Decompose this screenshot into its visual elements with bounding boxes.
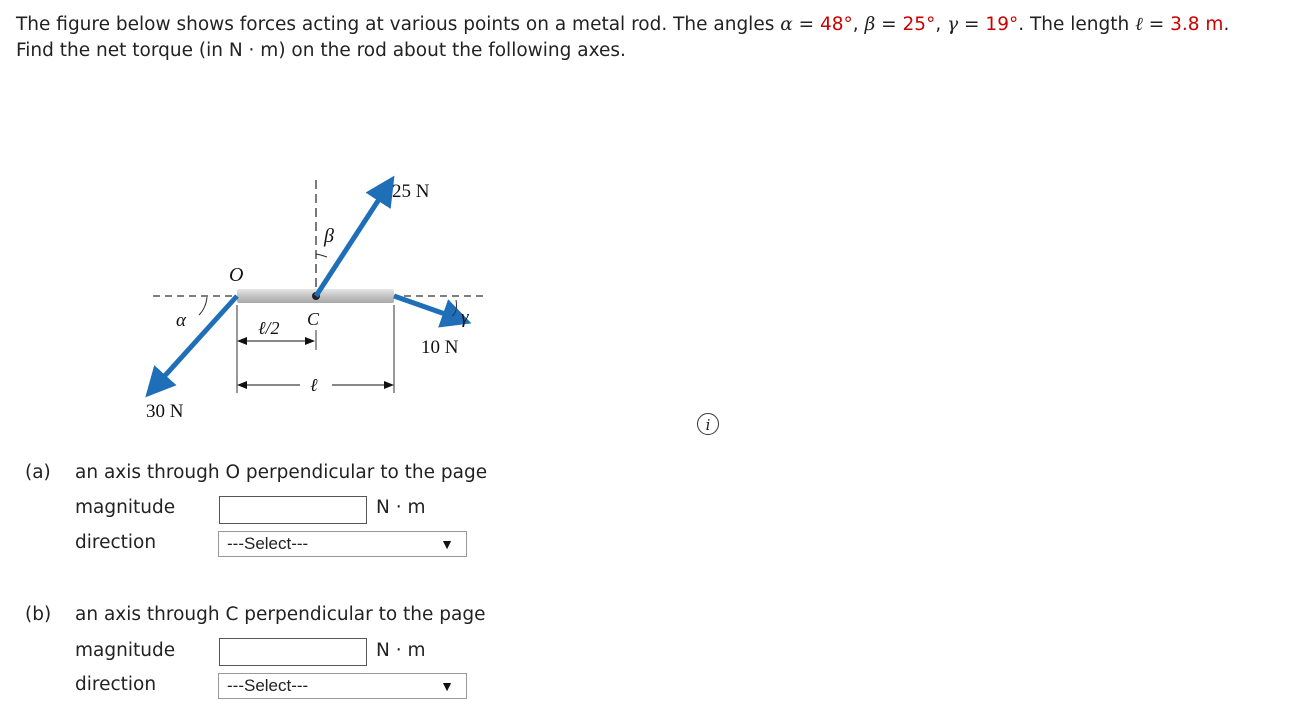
part-a-magnitude-label: magnitude — [75, 497, 176, 518]
info-icon[interactable]: i — [697, 413, 719, 435]
label-length: ℓ — [310, 375, 318, 395]
part-b-direction-label: direction — [75, 674, 157, 695]
equals: = — [958, 14, 986, 35]
force-30n-arrow — [152, 296, 237, 390]
chevron-down-icon: ▼ — [440, 678, 454, 694]
equals: = — [1142, 14, 1171, 35]
part-b-prompt: an axis through C perpendicular to the page — [75, 604, 486, 625]
problem-question: Find the net torque (in N · m) on the rod about the following axes. — [16, 40, 626, 61]
part-a-unit: N · m — [376, 497, 426, 518]
alpha-value: 48° — [820, 14, 853, 35]
beta-value: 25° — [902, 14, 936, 35]
equals: = — [792, 14, 820, 35]
beta-arc — [316, 254, 327, 257]
gamma-value: 19° — [985, 14, 1019, 35]
part-a-direction-value: ---Select--- — [227, 534, 309, 553]
part-a-direction-select[interactable] — [218, 531, 467, 557]
part-a-magnitude-input[interactable] — [219, 496, 367, 524]
alpha-arc — [199, 297, 207, 315]
label-c: C — [307, 309, 320, 329]
label-alpha: α — [176, 310, 186, 331]
ell-symbol: ℓ — [1135, 14, 1143, 35]
part-a-direction-label: direction — [75, 532, 157, 553]
ell-value: 3.8 m — [1170, 14, 1224, 35]
gamma-arc — [452, 300, 457, 316]
beta-symbol: β — [864, 14, 876, 35]
part-a-prompt: an axis through O perpendicular to the page — [75, 462, 488, 483]
label-half-length: ℓ/2 — [258, 318, 280, 338]
part-b-letter: (b) — [25, 604, 52, 625]
equals: = — [875, 14, 903, 35]
label-o: O — [229, 264, 244, 286]
problem-text: The figure below shows forces acting at various points on a metal rod. The angles — [16, 14, 781, 35]
part-b-direction-select[interactable] — [218, 673, 467, 699]
part-b-unit: N · m — [376, 640, 426, 661]
part-b-magnitude-input[interactable] — [219, 638, 367, 666]
part-a-letter: (a) — [25, 462, 51, 483]
label-beta: β — [324, 225, 334, 247]
problem-statement: The figure below shows forces acting at various points on a metal rod. The angles α = 48°, β = 25°, γ = 19°. The length ℓ = 3.8 m. Find the net torque (in N · m) on the rod about the following axes. — [16, 14, 1230, 61]
part-b-magnitude-label: magnitude — [75, 640, 176, 661]
part-b-direction-value: ---Select--- — [227, 676, 309, 695]
alpha-symbol: α — [780, 14, 793, 35]
label-10n: 10 N — [421, 337, 459, 358]
length-text: . The length — [1018, 14, 1136, 35]
label-gamma: γ — [461, 307, 469, 328]
label-25n: 25 N — [392, 181, 430, 202]
label-30n: 30 N — [146, 401, 184, 422]
force-10n-arrow — [394, 296, 462, 320]
gamma-symbol: γ — [947, 14, 959, 35]
force-diagram — [0, 0, 720, 440]
chevron-down-icon: ▼ — [440, 536, 454, 552]
